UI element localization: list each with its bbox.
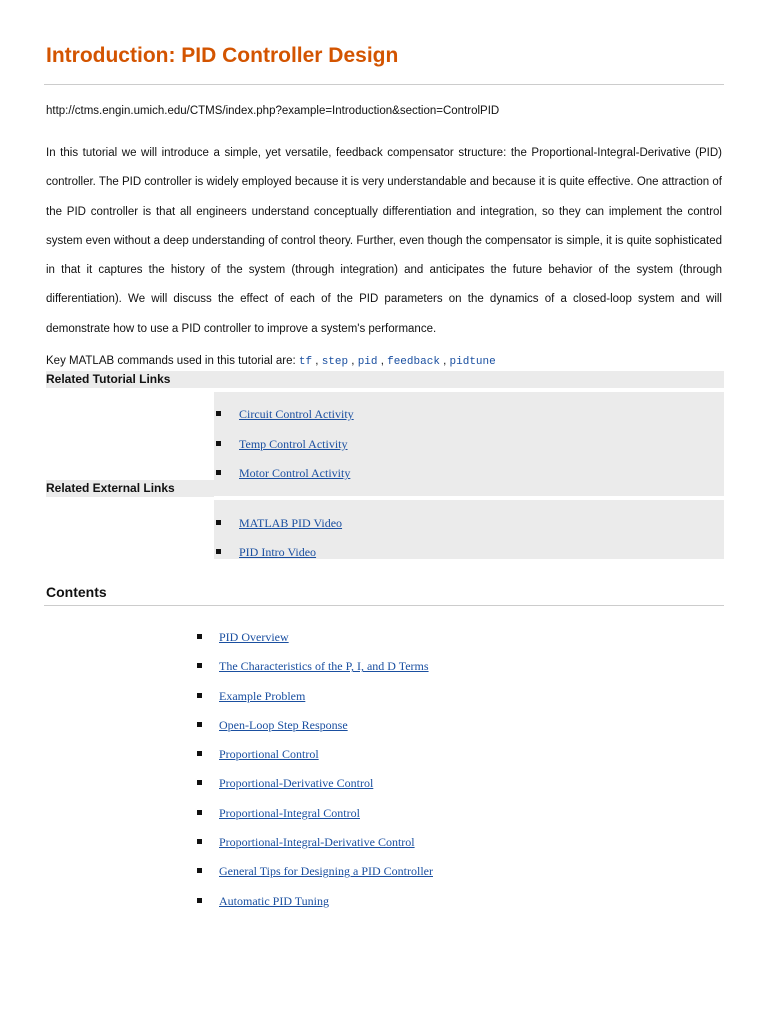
square-bullet-icon [197,634,202,639]
related-tutorial-heading [46,371,724,388]
contents-link-characteristics[interactable]: The Characteristics of the P, I, and D Terms [219,659,429,674]
contents-item [196,893,696,922]
link-matlab-pid-video[interactable]: MATLAB PID Video [239,516,343,530]
contents-link-pi-control[interactable]: Proportional-Integral Control [219,805,360,820]
contents-list [196,629,696,922]
contents-item [196,688,696,717]
command-separator: , [312,355,322,367]
square-bullet-icon [197,868,202,873]
command-separator: , [439,355,450,367]
contents-item [196,746,696,775]
square-bullet-icon [197,810,202,815]
contents-link-open-loop-step-response[interactable]: Open-Loop Step Response [219,717,348,732]
contents-item [196,717,696,746]
command-link-tf[interactable]: tf [298,356,313,368]
page-url: http://ctms.engin.umich.edu/CTMS/index.php?example=Introduction&section=ControlPID [46,105,500,117]
related-tutorial-heading-text: Related Tutorial Links [46,371,176,388]
contents-link-general-tips[interactable]: General Tips for Designing a PID Controller [219,864,433,879]
square-bullet-icon [216,411,221,416]
contents-link-pid-control[interactable]: Proportional-Integral-Derivative Control [219,835,415,850]
square-bullet-icon [197,722,202,727]
contents-link-pd-control[interactable]: Proportional-Derivative Control [219,776,374,791]
contents-item [196,658,696,687]
link-motor-control-activity[interactable]: Motor Control Activity [239,466,351,480]
square-bullet-icon [216,520,221,525]
square-bullet-icon [197,898,202,903]
square-bullet-icon [216,441,221,446]
contents-heading: Contents [46,584,107,600]
square-bullet-icon [197,839,202,844]
contents-item [196,805,696,834]
command-link-feedback[interactable]: feedback [387,356,440,368]
related-external-heading-text: Related External Links [46,480,181,497]
square-bullet-icon [197,751,202,756]
related-external-heading [46,480,214,497]
command-link-step[interactable]: step [321,356,349,368]
contents-link-automatic-pid-tuning[interactable]: Automatic PID Tuning [219,893,330,908]
link-pid-intro-video[interactable]: PID Intro Video [239,545,317,559]
square-bullet-icon [197,663,202,668]
contents-link-example-problem[interactable]: Example Problem [219,688,306,703]
square-bullet-icon [197,780,202,785]
command-link-pid[interactable]: pid [357,356,378,368]
related-external-box [214,500,724,559]
contents-item [196,863,696,892]
contents-item [196,775,696,804]
contents-divider [44,605,724,606]
contents-link-pid-overview[interactable]: PID Overview [219,630,289,644]
square-bullet-icon [197,693,202,698]
link-circuit-control-activity[interactable]: Circuit Control Activity [239,407,354,421]
command-link-pidtune[interactable]: pidtune [449,356,496,368]
title-divider [44,84,724,85]
square-bullet-icon [216,470,221,475]
key-commands-prefix: Key MATLAB commands used in this tutorial are: [46,355,299,367]
contents-item [196,834,696,863]
key-commands-line [46,355,496,368]
related-tutorial-box [214,392,724,496]
contents-item [196,629,696,658]
contents-link-proportional-control[interactable]: Proportional Control [219,747,319,762]
command-separator: , [377,355,388,367]
intro-paragraph: In this tutorial we will introduce a simple, yet versatile, feedback compensator structure: the Proportional-Integral-Derivative (PID) controller. The PID controller is widely employed because it is very understandable and because it is quite effective. One attraction of the PID controller is that all engineers understand conceptually differentiation and integration, so they can implement the control system even without a deep understanding of control theory. Further, even though the compensator is simple, it is quite sophisticated in that it captures the history of the system (through integration) and anticipates the future behavior of the system (through differentiation). We will discuss the effect of each of the PID parameters on the dynamics of a closed-loop system and will demonstrate how to use a PID controller to improve a system's performance. [46,147,722,335]
page-title: Introduction: PID Controller Design [46,44,399,67]
command-separator: , [348,355,358,367]
link-temp-control-activity[interactable]: Temp Control Activity [239,437,348,451]
square-bullet-icon [216,549,221,554]
